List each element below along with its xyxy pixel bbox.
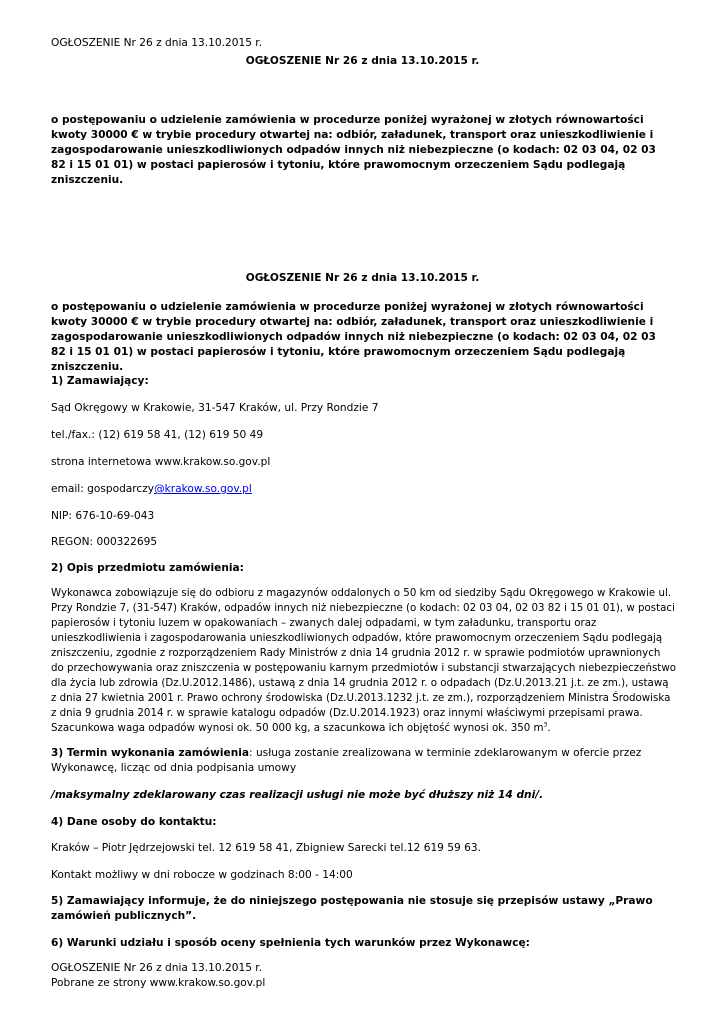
page-header: OGŁOSZENIE Nr 26 z dnia 13.10.2015 r. [51,37,263,49]
main-title: OGŁOSZENIE Nr 26 z dnia 13.10.2015 r. [245,272,480,284]
section5-heading: 5) Zamawiający informuje, że do niniejszego postępowania nie stosuje się przepisów ustawy „Prawo zamówień publicznych”. [51,895,653,922]
footer-source: Pobrane ze strony www.krakow.so.gov.pl [51,977,266,989]
orderer-website: strona internetowa www.krakow.so.gov.pl [51,456,271,468]
section3-note: /maksymalny zdeklarowany czas realizacji usługi nie może być dłuższy niż 14 dni/. [51,789,544,801]
email-prefix: email: gospodarczy [51,483,155,495]
section6-heading: 6) Warunki udziału i sposób oceny spełnienia tych warunków przez Wykonawcę: [51,937,530,949]
orderer-address: Sąd Okręgowy w Krakowie, 31-547 Kraków, ul. Przy Rondzie 7 [51,402,379,414]
page-footer [51,961,265,991]
section1-heading: 1) Zamawiający: [51,375,149,387]
email-link[interactable]: @krakow.so.gov.pl [154,483,252,495]
intro-subject: o postępowaniu o udzielenie zamówienia w procedurze poniżej wyrażonej w złotych równowartości kwoty 30000 € w trybie procedury otwartej na: odbiór, załadunek, transport oraz unieszkodliwienie i zagospodarowanie unieszkodliwionych odpadów innych niż niebezpieczne (o kodach: 02 03 04, 02 03 82 i 15 01 01) w postaci papierosów i tytoniu, które prawomocnym orzeczeniem Sądu podlegają zniszczeniu. [51,114,656,186]
cubic-superscript: 3 [543,721,548,729]
section4-contacts: Kraków – Piotr Jędrzejowski tel. 12 619 58 41, Zbigniew Sarecki tel.12 619 59 63. [51,842,481,854]
section2-text: Wykonawca zobowiązuje się do odbioru z magazynów oddalonych o 50 km od siedziby Sądu Okręgowego w Krakowie ul. Przy Rondzie 7, (31-547) Kraków, odpadów innych niż niebezpieczne (o kodach: 02 03 04, 02 03 82 i 15 01 01), w postaci papierosów i tytoniu luzem w opakowaniach – zwanych dalej odpadami, w tym załadunku, transportu oraz unieszkodliwienia i zagospodarowania unieszkodliwionych odpadów, które prawomocnym orzeczeniem Sądu podlegają zniszczeniu, zgodnie z rozporządzeniem Rady Ministrów z dnia 14 grudnia 2012 r. w sprawie podmiotów uprawnionych do przechowywania oraz zniszczenia w postępowaniu karnym przedmiotów i substancji stwarzających niebezpieczeństwo dla życia lub zdrowia (Dz.U.2012.1486), ustawą z dnia 14 grudnia 2012 r. o odpadach (Dz.U.2013.21 j.t. ze zm.), ustawą z dnia 27 kwietnia 2001 r. Prawo ochrony środowiska (Dz.U.2013.1232 j.t. ze zm.), rozporządzeniem Ministra Środowiska z dnia 9 grudnia 2014 r. w sprawie katalogu odpadów (Dz.U.2014.1923) oraz innymi właściwymi przepisami prawa. Szacunkowa waga odpadów wynosi ok. 50 000 kg, a szacunkowa ich objętość wynosi ok. 350 m [51,587,676,734]
footer-line1: OGŁOSZENIE Nr 26 z dnia 13.10.2015 r. [51,962,263,974]
orderer-email [51,482,676,497]
section4-heading: 4) Dane osoby do kontaktu: [51,816,217,828]
orderer-phone: tel./fax.: (12) 619 58 41, (12) 619 50 49 [51,429,264,441]
orderer-regon: REGON: 000322695 [51,536,158,548]
orderer-nip: NIP: 676-10-69-043 [51,510,155,522]
section4-hours: Kontakt możliwy w dni robocze w godzinach 8:00 - 14:00 [51,869,353,881]
section3-heading: 3) Termin wykonania zamówienia [51,747,250,759]
section3 [51,746,676,776]
section2-body [51,586,676,736]
section2-end: . [547,722,551,734]
section2-heading: 2) Opis przedmiotu zamówienia: [51,562,244,574]
section3-body: : usługa zostanie zrealizowana w terminie zdeklarowanym w ofercie przez Wykonawcę, licząc od dnia podpisania umowy [51,747,642,774]
main-subject: o postępowaniu o udzielenie zamówienia w procedurze poniżej wyrażonej w złotych równowartości kwoty 30000 € w trybie procedury otwartej na: odbiór, załadunek, transport oraz unieszkodliwienie i zagospodarowanie unieszkodliwionych odpadów innych niż niebezpieczne (o kodach: 02 03 04, 02 03 82 i 15 01 01) w postaci papierosów i tytoniu, które prawomocnym orzeczeniem Sądu podlegają zniszczeniu. [51,301,656,373]
intro-title: OGŁOSZENIE Nr 26 z dnia 13.10.2015 r. [245,55,480,67]
